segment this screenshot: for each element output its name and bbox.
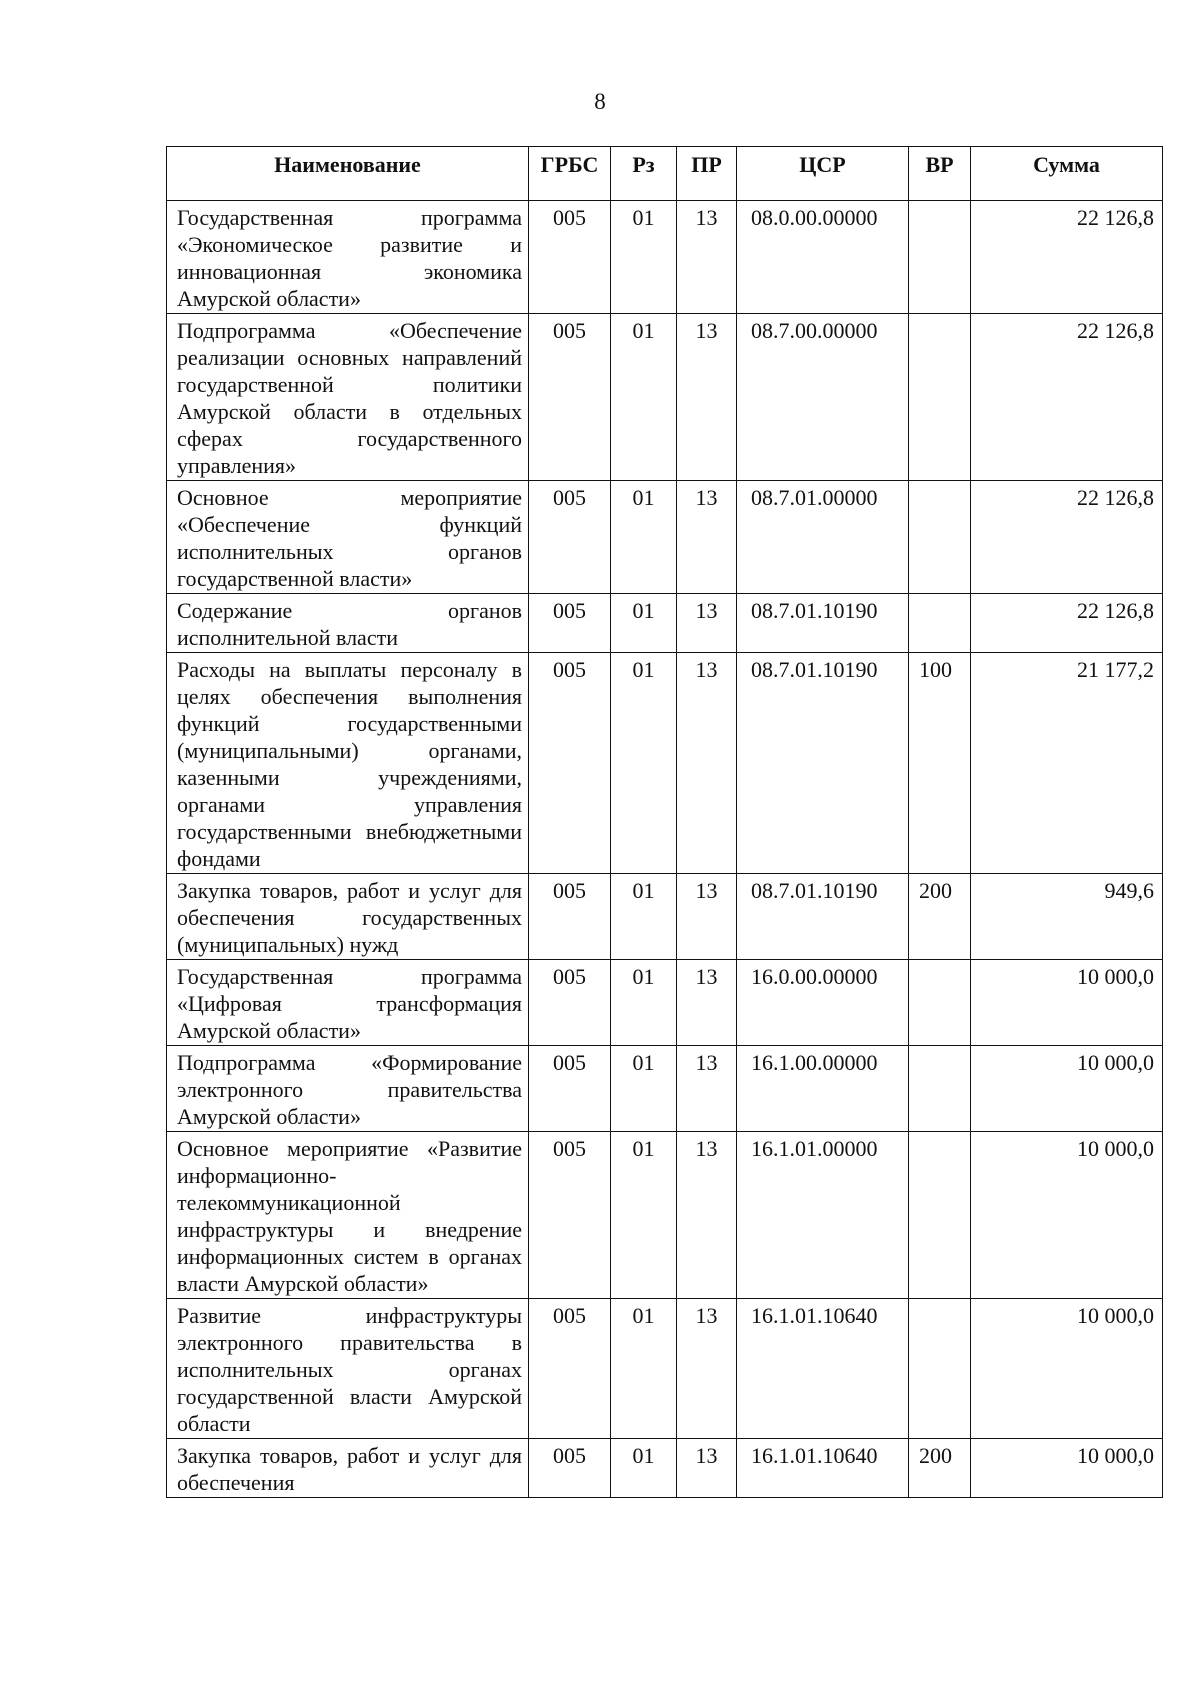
cell-vr <box>909 314 971 481</box>
cell-pr: 13 <box>677 594 737 653</box>
table-row <box>167 874 1163 960</box>
cell-sum: 10 000,0 <box>971 1299 1163 1439</box>
cell-csr: 16.1.01.10640 <box>737 1299 909 1439</box>
header-rz: Рз <box>611 147 677 201</box>
cell-csr: 08.7.00.00000 <box>737 314 909 481</box>
cell-name: Расходы на выплаты персоналу в целях обеспечения выполнения функций государственными (муниципальными) органами, казенными учреждениями, органами управления государственными внебюджетными фондами <box>167 653 529 874</box>
cell-vr: 200 <box>909 1439 971 1498</box>
header-sum: Сумма <box>971 147 1163 201</box>
table-row <box>167 1046 1163 1132</box>
cell-pr: 13 <box>677 1046 737 1132</box>
cell-rz: 01 <box>611 201 677 314</box>
cell-rz: 01 <box>611 1046 677 1132</box>
cell-csr: 16.1.00.00000 <box>737 1046 909 1132</box>
cell-grbs: 005 <box>529 1132 611 1299</box>
header-csr: ЦСР <box>737 147 909 201</box>
header-pr: ПР <box>677 147 737 201</box>
cell-sum: 21 177,2 <box>971 653 1163 874</box>
table-row <box>167 960 1163 1046</box>
table-row <box>167 653 1163 874</box>
cell-name: Закупка товаров, работ и услуг для обеспечения государственных (муниципальных) нужд <box>167 874 529 960</box>
cell-rz: 01 <box>611 594 677 653</box>
cell-rz: 01 <box>611 314 677 481</box>
cell-rz: 01 <box>611 960 677 1046</box>
cell-csr: 08.7.01.10190 <box>737 653 909 874</box>
cell-name: Основное мероприятие «Развитие информационно-телекоммуникационной инфраструктуры и внедрение информационных систем в органах власти Амурской области» <box>167 1132 529 1299</box>
cell-grbs: 005 <box>529 653 611 874</box>
cell-vr <box>909 1046 971 1132</box>
cell-sum: 10 000,0 <box>971 1132 1163 1299</box>
page-number: 8 <box>594 89 606 114</box>
cell-pr: 13 <box>677 1439 737 1498</box>
cell-grbs: 005 <box>529 201 611 314</box>
table-row <box>167 1299 1163 1439</box>
cell-pr: 13 <box>677 201 737 314</box>
cell-grbs: 005 <box>529 1439 611 1498</box>
cell-vr <box>909 960 971 1046</box>
cell-sum: 22 126,8 <box>971 481 1163 594</box>
cell-sum: 10 000,0 <box>971 1439 1163 1498</box>
cell-grbs: 005 <box>529 314 611 481</box>
cell-name: Государственная программа «Цифровая трансформация Амурской области» <box>167 960 529 1046</box>
cell-rz: 01 <box>611 481 677 594</box>
cell-rz: 01 <box>611 874 677 960</box>
cell-rz: 01 <box>611 1439 677 1498</box>
cell-csr: 16.0.00.00000 <box>737 960 909 1046</box>
cell-vr <box>909 594 971 653</box>
table-header-row <box>167 147 1163 201</box>
table-row <box>167 481 1163 594</box>
table-row <box>167 594 1163 653</box>
cell-name: Подпрограмма «Обеспечение реализации основных направлений государственной политики Амурской области в отдельных сферах государственного управления» <box>167 314 529 481</box>
cell-csr: 08.0.00.00000 <box>737 201 909 314</box>
cell-pr: 13 <box>677 960 737 1046</box>
cell-pr: 13 <box>677 314 737 481</box>
cell-csr: 16.1.01.10640 <box>737 1439 909 1498</box>
cell-csr: 08.7.01.10190 <box>737 874 909 960</box>
cell-sum: 22 126,8 <box>971 314 1163 481</box>
cell-sum: 22 126,8 <box>971 594 1163 653</box>
header-vr: ВР <box>909 147 971 201</box>
cell-sum: 22 126,8 <box>971 201 1163 314</box>
table-row <box>167 201 1163 314</box>
table-row <box>167 314 1163 481</box>
cell-vr <box>909 481 971 594</box>
table-row <box>167 1439 1163 1498</box>
cell-csr: 16.1.01.00000 <box>737 1132 909 1299</box>
cell-grbs: 005 <box>529 960 611 1046</box>
cell-sum: 10 000,0 <box>971 1046 1163 1132</box>
cell-grbs: 005 <box>529 481 611 594</box>
cell-rz: 01 <box>611 1132 677 1299</box>
cell-name: Подпрограмма «Формирование электронного правительства Амурской области» <box>167 1046 529 1132</box>
cell-name: Закупка товаров, работ и услуг для обеспечения <box>167 1439 529 1498</box>
cell-pr: 13 <box>677 653 737 874</box>
header-grbs: ГРБС <box>529 147 611 201</box>
cell-name: Государственная программа «Экономическое развитие и инновационная экономика Амурской области» <box>167 201 529 314</box>
cell-pr: 13 <box>677 1132 737 1299</box>
header-name: Наименование <box>167 147 529 201</box>
cell-pr: 13 <box>677 1299 737 1439</box>
cell-grbs: 005 <box>529 874 611 960</box>
cell-name: Основное мероприятие «Обеспечение функций исполнительных органов государственной власти» <box>167 481 529 594</box>
cell-name: Содержание органов исполнительной власти <box>167 594 529 653</box>
cell-name: Развитие инфраструктуры электронного правительства в исполнительных органах государственной власти Амурской области <box>167 1299 529 1439</box>
cell-vr: 200 <box>909 874 971 960</box>
cell-pr: 13 <box>677 481 737 594</box>
cell-rz: 01 <box>611 1299 677 1439</box>
cell-grbs: 005 <box>529 1299 611 1439</box>
cell-grbs: 005 <box>529 1046 611 1132</box>
cell-vr: 100 <box>909 653 971 874</box>
cell-vr <box>909 1132 971 1299</box>
cell-pr: 13 <box>677 874 737 960</box>
table-row <box>167 1132 1163 1299</box>
cell-sum: 949,6 <box>971 874 1163 960</box>
cell-csr: 08.7.01.00000 <box>737 481 909 594</box>
cell-vr <box>909 1299 971 1439</box>
cell-sum: 10 000,0 <box>971 960 1163 1046</box>
cell-rz: 01 <box>611 653 677 874</box>
cell-vr <box>909 201 971 314</box>
cell-grbs: 005 <box>529 594 611 653</box>
budget-table <box>166 146 1163 1498</box>
cell-csr: 08.7.01.10190 <box>737 594 909 653</box>
